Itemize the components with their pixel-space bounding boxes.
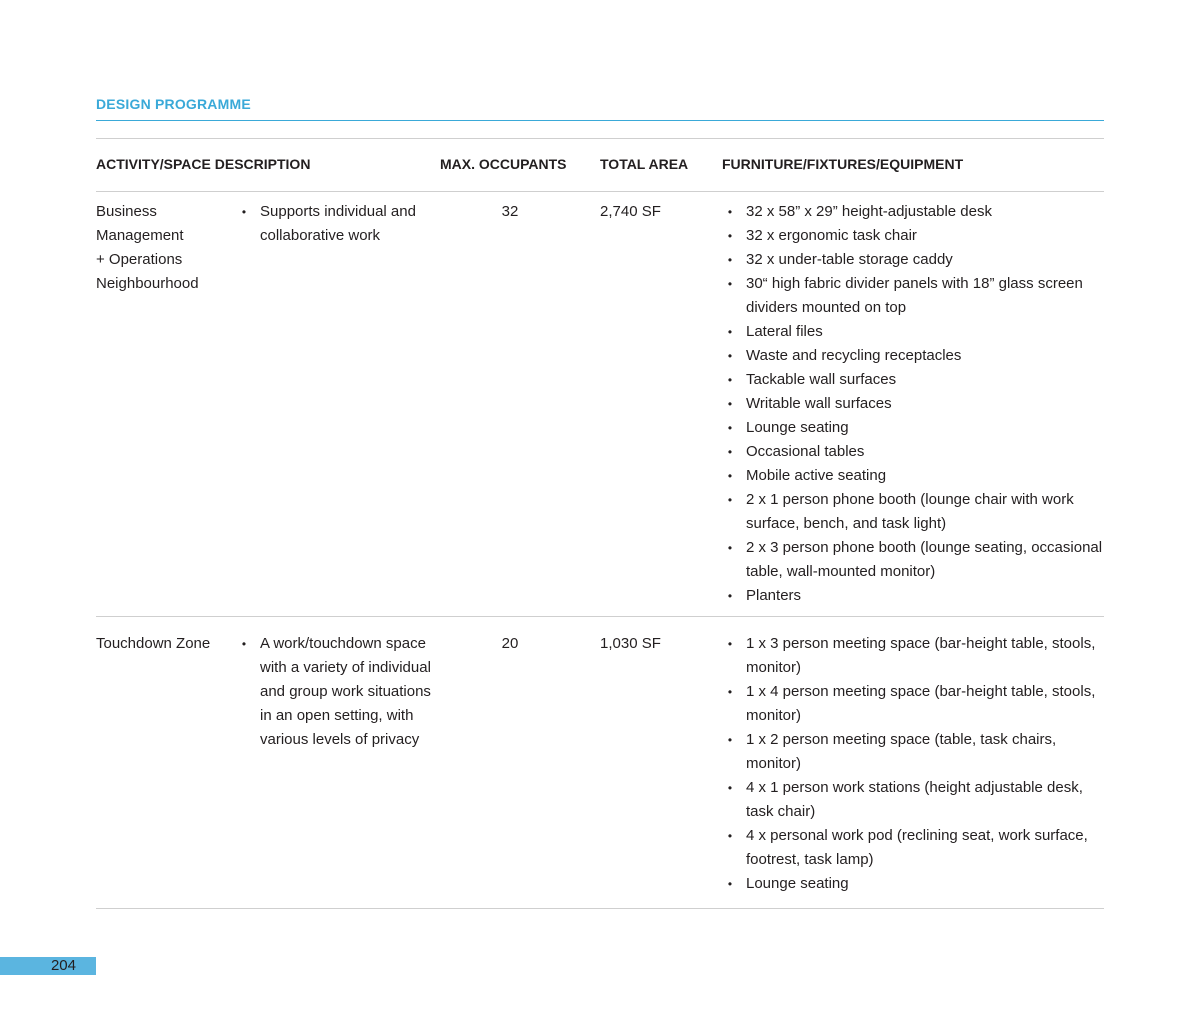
bullet-icon: • — [727, 541, 733, 555]
furniture-item-text: 32 x under-table storage caddy — [746, 251, 953, 268]
furniture-item-text: 2 x 1 person phone booth (lounge chair with work surface, bench, and task light) — [746, 491, 1074, 532]
furniture-item-text: 1 x 3 person meeting space (bar-height table, stools, monitor) — [746, 635, 1096, 676]
header-area: TOTAL AREA — [600, 156, 689, 172]
furniture-item-text: 32 x ergonomic task chair — [746, 227, 917, 244]
total-area: 2,740 SF — [600, 203, 661, 220]
furniture-item-text: Waste and recycling receptacles — [746, 347, 962, 364]
furniture-item — [718, 320, 1104, 344]
page-number: 204 — [0, 957, 96, 975]
activity-name: Touchdown Zone — [96, 635, 211, 652]
bullet-icon: • — [727, 877, 733, 891]
furniture-list — [718, 200, 1104, 608]
table-top-rule — [96, 138, 1104, 139]
bullet-icon: • — [727, 229, 733, 243]
header-occupants: MAX. OCCUPANTS — [440, 156, 567, 172]
bullet-icon: • — [727, 205, 733, 219]
header-rule — [96, 191, 1104, 192]
furniture-item-text: Writable wall surfaces — [746, 395, 892, 412]
furniture-item — [718, 344, 1104, 368]
furniture-item — [718, 272, 1104, 320]
furniture-item-text: Planters — [746, 587, 802, 604]
furniture-item-text: Occasional tables — [746, 443, 865, 460]
bullet-icon: • — [727, 589, 733, 603]
bullet-icon: • — [727, 733, 733, 747]
furniture-item-text: Tackable wall surfaces — [746, 371, 897, 388]
description-text: Supports individual and collaborative work — [260, 203, 416, 244]
bullet-icon: • — [727, 493, 733, 507]
furniture-item-text: 4 x 1 person work stations (height adjustable desk, task chair) — [746, 779, 1083, 820]
header-furniture: FURNITURE/FIXTURES/EQUIPMENT — [722, 156, 964, 172]
bullet-icon: • — [727, 277, 733, 291]
header-activity: ACTIVITY/SPACE DESCRIPTION — [96, 156, 311, 172]
bullet-icon: • — [727, 373, 733, 387]
furniture-item — [718, 464, 1104, 488]
bullet-icon: • — [727, 349, 733, 363]
furniture-item-text: Lateral files — [746, 323, 823, 340]
bullet-icon: • — [727, 445, 733, 459]
furniture-list — [718, 632, 1104, 896]
furniture-item — [718, 728, 1104, 776]
row-divider — [96, 616, 1104, 617]
furniture-item-text: Lounge seating — [746, 419, 849, 436]
furniture-item — [718, 200, 1104, 224]
bullet-icon: • — [727, 829, 733, 843]
furniture-item-text: 2 x 3 person phone booth (lounge seating, occasional table, wall-mounted monitor) — [746, 539, 1103, 580]
furniture-item-text: 1 x 4 person meeting space (bar-height table, stools, monitor) — [746, 683, 1096, 724]
section-divider — [96, 120, 1104, 121]
furniture-item — [718, 368, 1104, 392]
bullet-icon: • — [241, 205, 247, 219]
furniture-item — [718, 824, 1104, 872]
furniture-item-text: 4 x personal work pod (reclining seat, work surface, footrest, task lamp) — [746, 827, 1088, 868]
furniture-item-text: 30“ high fabric divider panels with 18” glass screen dividers mounted on top — [746, 275, 1083, 316]
activity-name: Business Management + Operations Neighbourhood — [96, 203, 199, 292]
bullet-icon: • — [727, 685, 733, 699]
furniture-item — [718, 392, 1104, 416]
furniture-item — [718, 872, 1104, 896]
table-bottom-rule — [96, 908, 1104, 909]
section-title: DESIGN PROGRAMME — [96, 96, 251, 112]
furniture-item-text: 1 x 2 person meeting space (table, task chairs, monitor) — [746, 731, 1057, 772]
furniture-item — [718, 776, 1104, 824]
bullet-icon: • — [727, 781, 733, 795]
bullet-icon: • — [727, 469, 733, 483]
max-occupants: 32 — [501, 203, 519, 220]
bullet-icon: • — [727, 397, 733, 411]
description-text: A work/touchdown space with a variety of individual and group work situations in an open setting, with various levels of privacy — [260, 635, 431, 748]
furniture-item-text: 32 x 58” x 29” height-adjustable desk — [746, 203, 992, 220]
furniture-item — [718, 248, 1104, 272]
furniture-item — [718, 680, 1104, 728]
bullet-icon: • — [727, 325, 733, 339]
total-area: 1,030 SF — [600, 635, 661, 652]
furniture-item — [718, 536, 1104, 584]
furniture-item — [718, 416, 1104, 440]
bullet-icon: • — [727, 637, 733, 651]
furniture-item — [718, 440, 1104, 464]
furniture-item-text: Lounge seating — [746, 875, 849, 892]
bullet-icon: • — [727, 253, 733, 267]
furniture-item — [718, 584, 1104, 608]
max-occupants: 20 — [501, 635, 519, 652]
furniture-item — [718, 224, 1104, 248]
furniture-item — [718, 632, 1104, 680]
bullet-icon: • — [727, 421, 733, 435]
furniture-item — [718, 488, 1104, 536]
furniture-item-text: Mobile active seating — [746, 467, 887, 484]
bullet-icon: • — [241, 637, 247, 651]
